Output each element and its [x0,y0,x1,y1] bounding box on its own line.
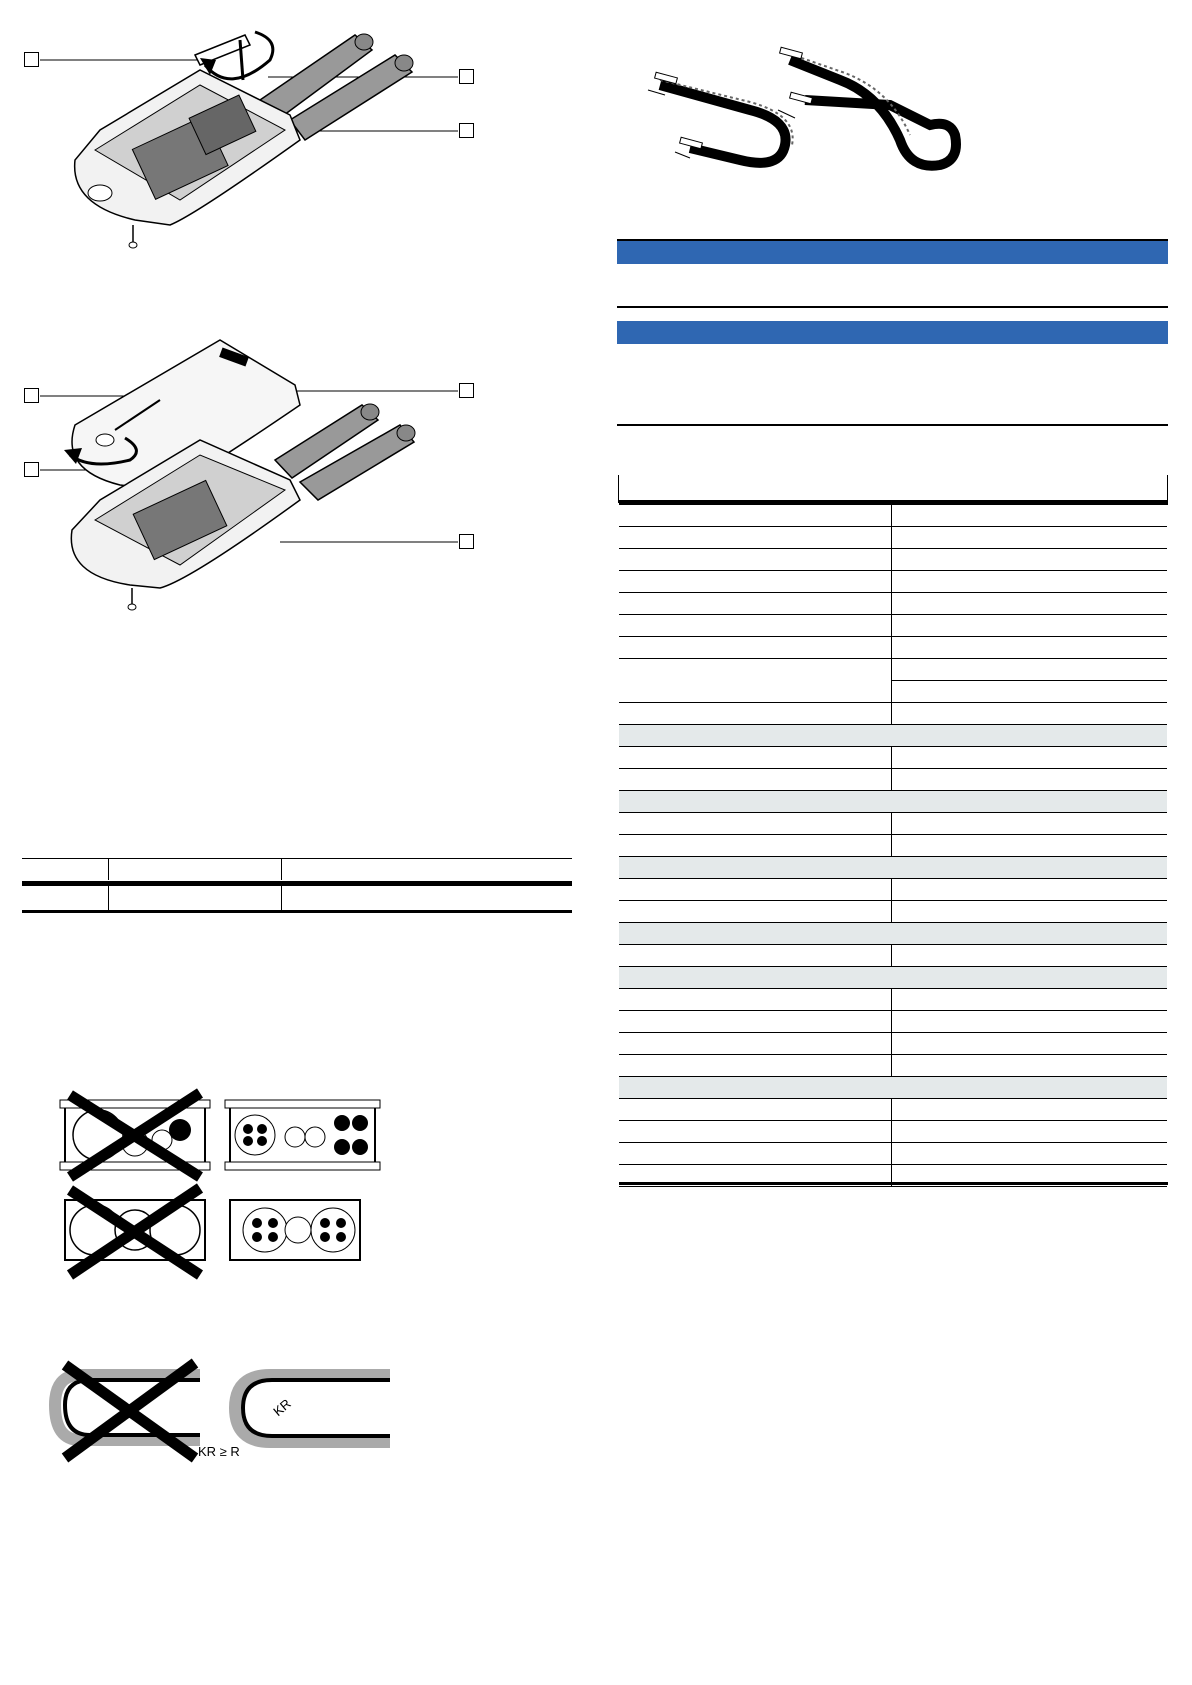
small-table-bottom-rule [22,910,572,913]
spec-value-cell [892,879,1168,901]
spec-label-cell [619,659,892,703]
spec-table-body [619,505,1167,1187]
cable-arrangement-diagram [50,1085,470,1285]
table-row [619,945,1167,967]
spec-label-cell [619,835,892,857]
table-row [22,886,572,910]
spec-value-cell [892,703,1168,725]
spec-value-cell [892,1099,1168,1121]
spec-group-row [619,791,1167,813]
spec-label-cell [619,637,892,659]
wrong-arrangement-1 [60,1093,210,1177]
spec-label-cell [619,615,892,637]
spec-value-cell [892,659,1168,681]
spec-value-cell [892,615,1168,637]
spec-group-row [619,967,1167,989]
small-table-header-row [22,858,572,880]
correct-arrangement-2 [230,1200,360,1260]
table-row [619,703,1167,725]
wrong-arrangement-2 [65,1188,205,1275]
spec-label-cell [619,1033,892,1055]
spec-label-cell [619,747,892,769]
spec-value-cell [892,1121,1168,1143]
spec-value-cell [892,549,1168,571]
table-row [619,1033,1167,1055]
spec-label-cell [619,703,892,725]
spec-label-cell [619,527,892,549]
spec-group-row [619,1077,1167,1099]
spec-group-title [619,725,1167,747]
spec-value-cell [892,571,1168,593]
spec-table-frame-left [618,475,619,503]
spec-group-row [619,923,1167,945]
notice-2-header [617,321,1168,344]
notice-1-header [617,241,1168,264]
spec-label-cell [619,1055,892,1077]
spec-label-cell [619,989,892,1011]
spec-group-title [619,791,1167,813]
small-table-body [22,886,572,910]
spec-value-cell [892,1033,1168,1055]
table-row [619,637,1167,659]
spec-value-cell [892,1011,1168,1033]
bend-condition-label: KR ≥ R [198,1444,240,1459]
table-row [619,813,1167,835]
table-row [619,769,1167,791]
notice-2-bottom-rule [617,424,1168,426]
spec-group-title [619,1077,1167,1099]
table-row [619,879,1167,901]
spec-value-cell [892,1143,1168,1165]
table-row [619,549,1167,571]
spec-label-cell [619,769,892,791]
chain-right [778,47,956,165]
table-row [619,747,1167,769]
spec-value-cell [892,945,1168,967]
table-row [619,1143,1167,1165]
table-row [619,527,1167,549]
table-row [619,505,1167,527]
spec-label-cell [619,1099,892,1121]
spec-label-cell [619,945,892,967]
table-row [619,1121,1167,1143]
table-row [619,1055,1167,1077]
spec-label-cell [619,571,892,593]
spec-label-cell [619,901,892,923]
spec-group-title [619,967,1167,989]
wrong-bend [55,1363,200,1458]
spec-label-cell [619,505,892,527]
small-table-grid [22,858,572,880]
spec-value-cell [892,835,1168,857]
spec-group-row [619,725,1167,747]
small-table-header-cell [22,858,109,880]
spec-table-frame-right [1167,475,1168,503]
spec-table-bottom-rule [619,1182,1168,1185]
small-table-cell [109,886,282,910]
cable-chain-figure [640,40,1040,190]
spec-value-cell [892,637,1168,659]
table-row [619,593,1167,615]
spec-group-title [619,923,1167,945]
spec-label-cell [619,593,892,615]
table-row [619,989,1167,1011]
small-table-cell [22,886,109,910]
small-table-cell [282,886,573,910]
small-table-header-cell [109,858,282,880]
spec-group-row [619,857,1167,879]
spec-group-title [619,857,1167,879]
spec-value-cell [892,1055,1168,1077]
table-row [619,835,1167,857]
table-row [619,901,1167,923]
spec-label-cell [619,813,892,835]
bend-radius-label: KR [270,1395,294,1420]
spec-value-cell [892,681,1168,703]
table-row [619,571,1167,593]
spec-label-cell [619,1143,892,1165]
table-row [619,659,1167,681]
spec-value-cell [892,527,1168,549]
spec-value-cell [892,813,1168,835]
spec-value-cell [892,769,1168,791]
spec-value-cell [892,989,1168,1011]
spec-value-cell [892,901,1168,923]
spec-label-cell [619,1121,892,1143]
table-row [619,1099,1167,1121]
chain-left [648,72,793,163]
table-row [619,615,1167,637]
small-table-header-cell [282,858,573,880]
spec-label-cell [619,1011,892,1033]
correct-arrangement-1 [225,1100,380,1170]
spec-value-cell [892,747,1168,769]
correct-bend [235,1375,390,1442]
spec-label-cell [619,879,892,901]
spec-label-cell [619,549,892,571]
spec-value-cell [892,505,1168,527]
spec-value-cell [892,593,1168,615]
notice-1-bottom-rule [617,306,1168,308]
table-row [619,1011,1167,1033]
